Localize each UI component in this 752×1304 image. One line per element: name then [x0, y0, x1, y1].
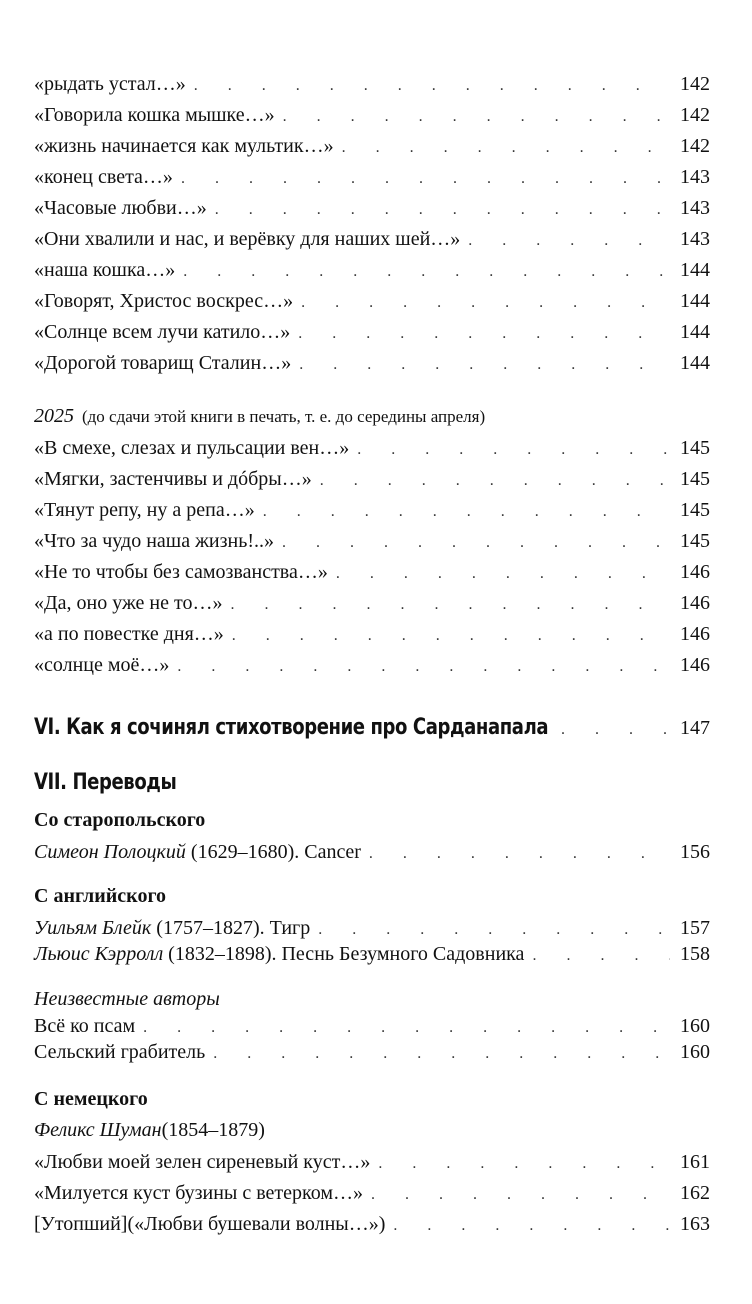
language-heading-text: С английского: [34, 885, 167, 907]
language-heading-text: С немецкого: [34, 1088, 148, 1110]
toc-entry: [34, 105, 710, 125]
entry-page-number: 156: [680, 841, 710, 863]
toc-entry: [34, 438, 710, 458]
entry-rest: (1832–1898). Песнь Безумного Садовника: [163, 943, 525, 965]
toc-entry: [34, 562, 710, 582]
entry-page-number: 163: [680, 1213, 710, 1235]
dot-leader: [263, 504, 670, 520]
entry-page-number: 157: [680, 917, 710, 939]
toc-entry: [34, 469, 710, 489]
entry-page-number: 142: [680, 135, 710, 157]
entry-rest: (1629–1680). Cancer: [185, 841, 361, 863]
entry-page-number: 144: [680, 259, 710, 281]
dot-leader: [177, 659, 670, 675]
dot-leader: [282, 535, 670, 551]
dot-leader: [393, 1218, 670, 1234]
author-years: (1854–1879): [161, 1119, 265, 1141]
dot-leader: [369, 846, 670, 862]
entry-title: «Не то чтобы без самозванства…»: [34, 561, 328, 583]
entry-page-number: 143: [680, 228, 710, 250]
entry-title: «конец света…»: [34, 166, 173, 188]
entry-title: [Утопший](«Любви бушевали волны…»): [34, 1213, 386, 1235]
entry-rest: (1757–1827). Тигр: [151, 917, 311, 939]
dot-leader: [301, 295, 670, 311]
entry-title: «В смехе, слезах и пульсации вен…»: [34, 437, 350, 459]
entry-page-number: 162: [680, 1182, 710, 1204]
toc-entry: [34, 944, 710, 964]
entry-page-number: 144: [680, 321, 710, 343]
toc-entry: [34, 322, 710, 342]
entry-title: «жизнь начинается как мультик…»: [34, 135, 334, 157]
entry-page-number: 146: [680, 592, 710, 614]
dot-leader: [468, 233, 670, 249]
toc-entry: [34, 1214, 710, 1234]
toc-entry: [34, 1152, 710, 1172]
entry-title: «Часовые любви…»: [34, 197, 207, 219]
section-page-number: 147: [680, 717, 710, 739]
entry-title: Сельский грабитель: [34, 1041, 206, 1063]
entry-title: «рыдать устал…»: [34, 73, 186, 95]
entry-title: «Дорогой товарищ Сталин…»: [34, 352, 292, 374]
dot-leader: [213, 1046, 670, 1062]
toc-entry: [34, 500, 710, 520]
entry-title: «Мягки, застенчивы и дóбры…»: [34, 468, 312, 490]
dot-leader: [378, 1156, 670, 1172]
dot-leader: [181, 171, 670, 187]
toc-entry: [34, 593, 710, 613]
year-label: 2025: [34, 405, 74, 427]
entry-page-number: 143: [680, 197, 710, 219]
entry-title: «Тянут репу, ну а репа…»: [34, 499, 255, 521]
entry-title: «а по повестке дня…»: [34, 623, 224, 645]
dot-leader: [232, 628, 670, 644]
entry-title: «Что за чудо наша жизнь!..»: [34, 530, 274, 552]
entry-title: «Говорят, Христос воскрес…»: [34, 290, 294, 312]
entry-page-number: 160: [680, 1041, 710, 1063]
dot-leader: [215, 202, 670, 218]
entry-title: «Милуется куст бузины с ветерком…»: [34, 1182, 364, 1204]
dot-leader: [342, 140, 670, 156]
entry-page-number: 145: [680, 530, 710, 552]
entry-page-number: 146: [680, 561, 710, 583]
toc-entry: [34, 842, 710, 862]
dot-leader: [299, 357, 670, 373]
entry-page-number: 144: [680, 352, 710, 374]
toc-entry: [34, 1183, 710, 1203]
language-heading: [34, 810, 710, 830]
dot-leader: [336, 566, 670, 582]
toc-entry: [34, 198, 710, 218]
entry-title: Всё ко псам: [34, 1015, 136, 1037]
entry-title: «Любви моей зелен сиреневый куст…»: [34, 1151, 371, 1173]
toc-entry: [34, 229, 710, 249]
entry-page-number: 146: [680, 623, 710, 645]
year-note: (до сдачи этой книги в печать, т. е. до середины апреля): [82, 407, 486, 426]
entry-title: [34, 918, 310, 938]
section-title: VI. Как я сочинял стихотворение про Сарданапала: [34, 715, 549, 740]
entry-page-number: 160: [680, 1015, 710, 1037]
dot-leader: [183, 264, 670, 280]
toc-entry: [34, 624, 710, 644]
author-name: Феликс Шуман: [34, 1119, 162, 1141]
dot-leader: [283, 109, 670, 125]
entry-page-number: 145: [680, 468, 710, 490]
entry-page-number: 158: [680, 943, 710, 965]
entry-title: [34, 842, 361, 862]
section-title: VII. Переводы: [34, 770, 177, 795]
dot-leader: [320, 473, 670, 489]
entry-title: «Говорила кошка мышке…»: [34, 104, 275, 126]
dot-leader: [371, 1187, 670, 1203]
dot-leader: [230, 597, 670, 613]
toc-entry: [34, 136, 710, 156]
toc-entry: [34, 353, 710, 373]
entry-title: «Да, оно уже не то…»: [34, 592, 223, 614]
author-line: [34, 1120, 710, 1140]
entry-page-number: 142: [680, 104, 710, 126]
language-heading: [34, 1089, 710, 1109]
dot-leader: [318, 922, 670, 938]
year-heading: [34, 406, 710, 426]
language-heading-text: Со старопольского: [34, 809, 206, 831]
toc-entry: [34, 167, 710, 187]
dot-leader: [561, 722, 670, 738]
toc-entry: [34, 918, 710, 938]
toc-entry: [34, 531, 710, 551]
entry-page-number: 145: [680, 437, 710, 459]
entry-title: «Солнце всем лучи катило…»: [34, 321, 291, 343]
entry-title: «солнце моё…»: [34, 654, 170, 676]
dot-leader: [143, 1020, 670, 1036]
dot-leader: [357, 442, 670, 458]
section-heading: [34, 772, 710, 794]
section-entry: [34, 717, 710, 739]
toc-entry: [34, 291, 710, 311]
toc-entry: [34, 1016, 710, 1036]
toc-entry: [34, 260, 710, 280]
entry-page-number: 145: [680, 499, 710, 521]
author-name: Льюис Кэрролл: [34, 943, 164, 965]
entry-page-number: 142: [680, 73, 710, 95]
dot-leader: [298, 326, 670, 342]
toc-entry: [34, 74, 710, 94]
entry-title: «Они хвалили и нас, и верёвку для наших шей…»: [34, 228, 461, 250]
toc-entry: [34, 655, 710, 675]
subheading: [34, 989, 710, 1009]
entry-page-number: 161: [680, 1151, 710, 1173]
author-name: Уильям Блейк: [34, 917, 152, 939]
toc-entry: [34, 1042, 710, 1062]
entry-page-number: 146: [680, 654, 710, 676]
dot-leader: [532, 948, 670, 964]
entry-page-number: 144: [680, 290, 710, 312]
author-name: Симеон Полоцкий: [34, 841, 186, 863]
dot-leader: [194, 78, 670, 94]
language-heading: [34, 886, 710, 906]
entry-title: «наша кошка…»: [34, 259, 176, 281]
entry-title: [34, 944, 524, 964]
entry-page-number: 143: [680, 166, 710, 188]
unknown-authors-heading: Неизвестные авторы: [34, 988, 220, 1010]
